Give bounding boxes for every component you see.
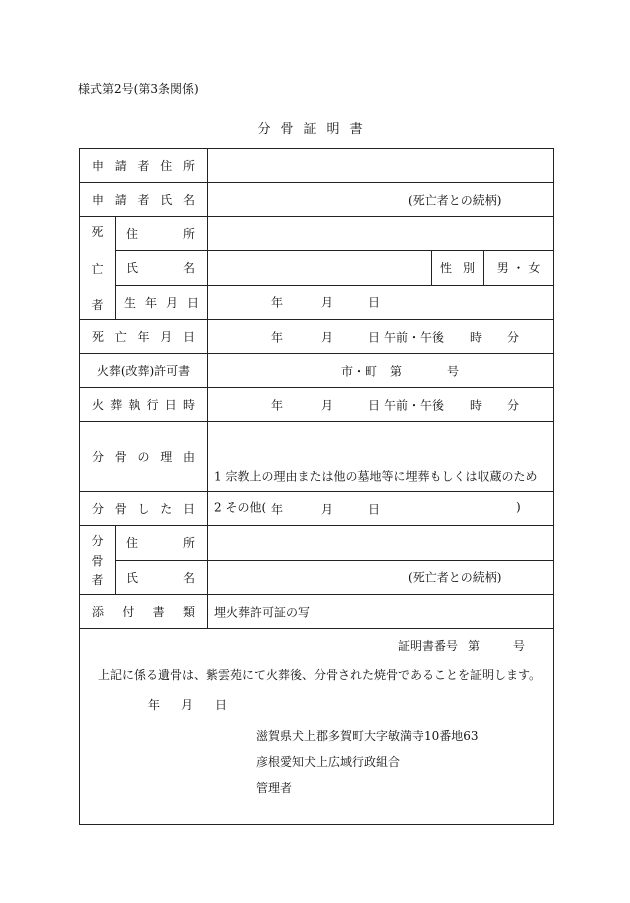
split-name-label: 氏 名	[126, 570, 196, 585]
row-footer: 証明書番号 第 号 上記に係る遺骨は、紫雲苑にて火葬後、分骨された焼骨であることを証明します。 年 月 日 滋賀県犬上郡多賀町大字敏満寺10番地63 彦根愛知犬上広域行政組合 管理者	[80, 629, 554, 825]
row-applicant-address	[80, 149, 554, 183]
birth-date-label: 生 年 月 日	[124, 295, 200, 310]
row-deceased-address	[80, 217, 554, 251]
split-date-label: 分 骨 し た 日	[92, 502, 196, 516]
split-address-label: 住 所	[126, 536, 196, 551]
relation-note: (死亡者との続柄)	[408, 570, 502, 585]
attachments-field: 埋火葬許可証の写	[208, 595, 554, 629]
death-date-label: 死 亡 年 月 日	[92, 330, 196, 344]
row-reason	[80, 422, 554, 492]
split-address-field[interactable]	[208, 526, 554, 561]
split-date-field[interactable]: 年 月 日	[208, 492, 554, 526]
row-split-name	[80, 560, 554, 595]
deceased-address-label: 住 所	[126, 227, 196, 242]
birth-date-field[interactable]: 年 月 日	[208, 285, 554, 319]
sex-options[interactable]: 男 ・ 女	[484, 251, 554, 285]
row-birth-date	[80, 285, 554, 319]
issuer-organization: 彦根愛知犬上広域行政組合	[256, 755, 401, 769]
row-deceased-name	[80, 251, 554, 285]
row-death-date	[80, 320, 554, 354]
page-title: 分骨証明書	[257, 122, 373, 137]
certificate-table	[79, 148, 554, 825]
reason-label: 分 骨 の 理 由	[92, 450, 196, 464]
deceased-name-field[interactable]	[208, 251, 432, 285]
attachments-label: 添 付 書 類	[92, 605, 195, 619]
row-split-date	[80, 492, 554, 526]
row-cremation-permit	[80, 354, 554, 388]
row-applicant-name	[80, 183, 554, 217]
issuer-address: 滋賀県犬上郡多賀町大字敏満寺10番地63	[256, 729, 479, 743]
issuer-manager: 管理者	[256, 781, 293, 795]
form-code: 様式第2号(第3条関係)	[78, 82, 199, 96]
applicant-address-label: 申 請 者 住 所	[92, 159, 196, 173]
split-name-field[interactable]	[208, 560, 554, 595]
cremation-date-field[interactable]: 年 月 日 午前・午後 時 分	[208, 388, 554, 422]
certification-statement: 上記に係る遺骨は、紫雲苑にて火葬後、分骨された焼骨であることを証明します。	[98, 668, 542, 682]
deceased-name-label: 氏 名	[126, 261, 196, 276]
cremation-permit-label: 火葬(改葬)許可書	[80, 354, 208, 388]
sex-label: 性 別	[440, 261, 476, 276]
applicant-name-field[interactable]	[208, 183, 554, 217]
deceased-group-label: 死 亡 者	[91, 225, 104, 312]
deceased-address-field[interactable]	[208, 217, 554, 251]
death-date-field[interactable]: 年 月 日 午前・午後 時 分	[208, 320, 554, 354]
row-split-address	[80, 526, 554, 561]
reason-option-1[interactable]: 1 宗教上の理由または他の墓地等に埋葬もしくは収蔵のため	[214, 469, 538, 483]
relation-note: (死亡者との続柄)	[408, 193, 502, 207]
cert-number-label: 証明書番号	[398, 639, 459, 653]
row-cremation-date	[80, 388, 554, 422]
row-attachments	[80, 595, 554, 629]
cremation-permit-field[interactable]: 市・町 第 号	[208, 354, 554, 388]
applicant-name-label: 申 請 者 氏 名	[92, 193, 196, 207]
cremation-date-label: 火 葬 執 行 日 時	[92, 398, 195, 412]
split-group-label: 分 骨 者	[91, 534, 104, 587]
reason-field[interactable]: 1 宗教上の理由または他の墓地等に埋葬もしくは収蔵のため 2 その他( )	[208, 422, 554, 492]
reason-option-2[interactable]: 2 その他(	[214, 500, 267, 514]
applicant-address-field[interactable]	[208, 149, 554, 183]
